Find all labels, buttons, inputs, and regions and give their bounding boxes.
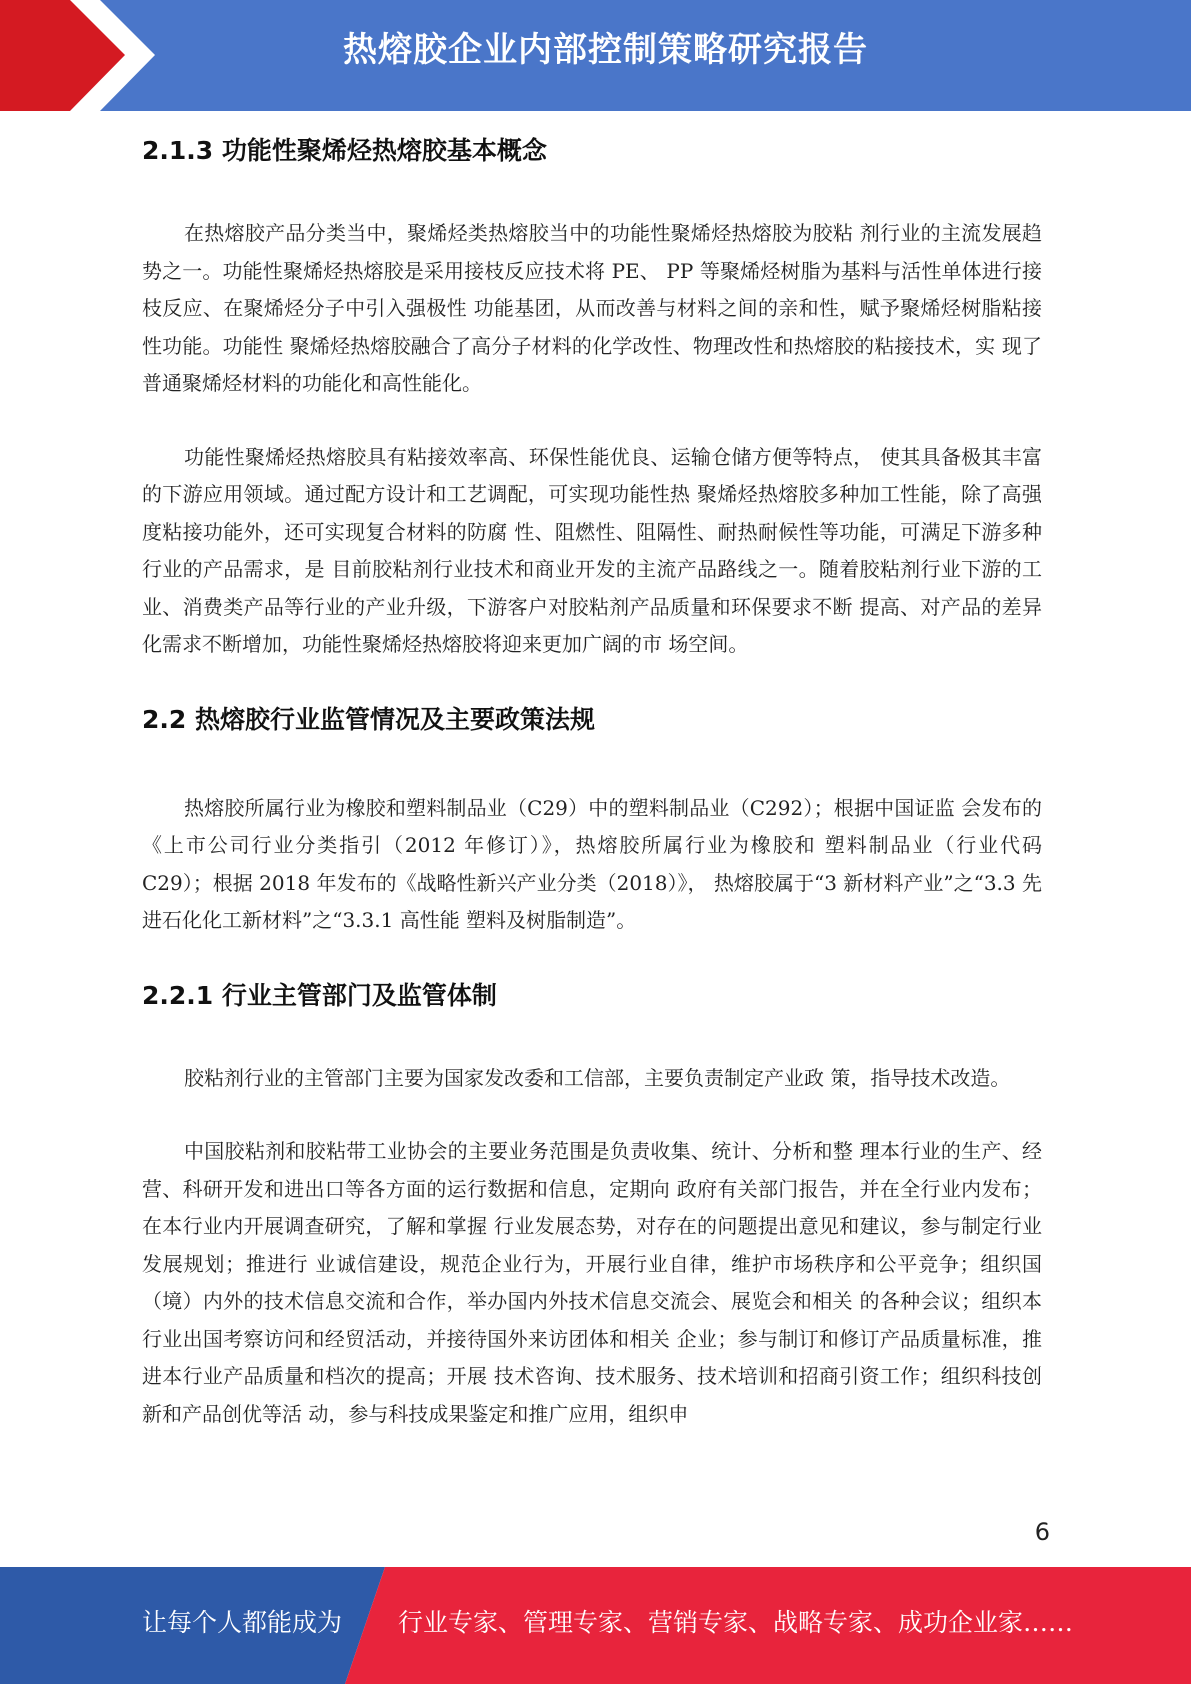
section-heading-2-1-3: 2.1.3 功能性聚烯烃热熔胶基本概念 (142, 136, 547, 165)
page-number: 6 (1034, 1518, 1050, 1546)
section-heading-2-2: 2.2 热熔胶行业监管情况及主要政策法规 (142, 704, 595, 734)
page-footer (0, 1567, 1191, 1684)
footer-slogan-right: 行业专家、管理专家、营销专家、战略专家、成功企业家…… (398, 1608, 1074, 1637)
page-content (142, 111, 1042, 1433)
paragraph: 热熔胶所属行业为橡胶和塑料制品业（C29）中的塑料制品业（C292）；根据中国证监 会发布的《上市公司行业分类指引（2012 年修订）》，热熔胶所属行业为橡胶和 塑料制品业（行业代码 C29）；根据 2018 年发布的《战略性新兴产业分类（2018）》， 热熔胶属于“3 新材料产业”之“3.3 先进石化化工新材料”之“3.3.1 高性能 塑料及树脂制造”。 (142, 795, 1042, 932)
paragraph: 中国胶粘剂和胶粘带工业协会的主要业务范围是负责收集、统计、分析和整 理本行业的生产、经营、科研开发和进出口等各方面的运行数据和信息，定期向 政府有关部门报告，并在全行业内发布；在本行业内开展调查研究，了解和掌握 行业发展态势，对存在的问题提出意见和建议，参与制定行业发展规划；推进行 业诚信建设，规范企业行为，开展行业自律，维护市场秩序和公平竞争；组织国 （境）内外的技术信息交流和合作，举办国内外技术信息交流会、展览会和相关 的各种会议；组织本行业出国考察访问和经贸活动，并接待国外来访团体和相关 企业；参与制订和修订产品质量标准，推进本行业产品质量和档次的提高；开展 技术咨询、技术服务、技术培训和招商引资工作；组织科技创新和产品创优等活 动，参与科技成果鉴定和推广应用，组织申 (142, 1139, 1042, 1426)
paragraph: 胶粘剂行业的主管部门主要为国家发改委和工信部，主要负责制定产业政 策，指导技术改造。 (184, 1065, 1011, 1090)
report-title: 热熔胶企业内部控制策略研究报告 (343, 30, 868, 70)
paragraph: 在热熔胶产品分类当中，聚烯烃类热熔胶当中的功能性聚烯烃热熔胶为胶粘 剂行业的主流发展趋势之一。功能性聚烯烃热熔胶是采用接枝反应技术将 PE、 PP 等聚烯烃树脂为基料与活性单体进行接枝反应、在聚烯烃分子中引入强极性 功能基团，从而改善与材料之间的亲和性，赋予聚烯烃树脂粘接性功能。功能性 聚烯烃热熔胶融合了高分子材料的化学改性、物理改性和热熔胶的粘接技术，实 现了普通聚烯烃材料的功能化和高性能化。 (142, 221, 1042, 395)
section-heading-2-2-1: 2.2.1 行业主管部门及监管体制 (142, 980, 497, 1010)
footer-slogan-left: 让每个人都能成为 (142, 1608, 343, 1637)
paragraph: 功能性聚烯烃热熔胶具有粘接效率高、环保性能优良、运输仓储方便等特点， 使其具备极其丰富的下游应用领域。通过配方设计和工艺调配，可实现功能性热 聚烯烃热熔胶多种加工性能，除了高强度粘接功能外，还可实现复合材料的防腐 性、阻燃性、阻隔性、耐热耐候性等功能，可满足下游多种行业的产品需求，是 目前胶粘剂行业技术和商业开发的主流产品路线之一。随着胶粘剂行业下游的工 业、消费类产品等行业的产业升级，下游客户对胶粘剂产品质量和环保要求不断 提高、对产品的差异化需求不断增加，功能性聚烯烃热熔胶将迎来更加广阔的市 场空间。 (142, 444, 1042, 656)
page-header (0, 0, 1191, 111)
